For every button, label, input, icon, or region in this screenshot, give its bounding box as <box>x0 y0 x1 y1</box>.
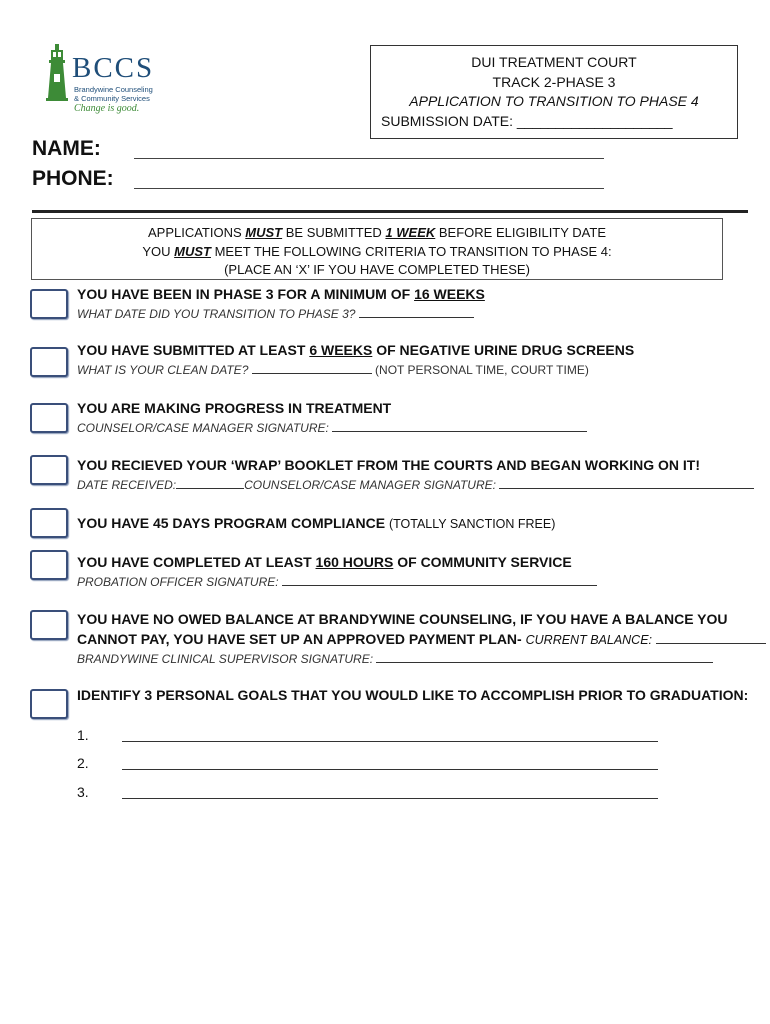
counselor-signature-field[interactable]: COUNSELOR/CASE MANAGER SIGNATURE: <box>77 421 587 435</box>
criteria-community-service: YOU HAVE COMPLETED AT LEAST 160 HOURS OF COMMUNITY SERVICE <box>77 554 572 570</box>
checkbox-personal-goals[interactable] <box>30 689 68 719</box>
phone-label: PHONE: <box>32 166 114 191</box>
instructions-line-3: (PLACE AN ‘X’ IF YOU HAVE COMPLETED THESE) <box>224 262 530 277</box>
criteria-phase3-16-weeks: YOU HAVE BEEN IN PHASE 3 FOR A MINIMUM OF 16 WEEKS <box>77 286 485 302</box>
instructions-line-1: APPLICATIONS MUST BE SUBMITTED 1 WEEK BEFORE ELIGIBILITY DATE <box>147 225 606 240</box>
probation-signature-field[interactable]: PROBATION OFFICER SIGNATURE: <box>77 575 597 589</box>
criteria-treatment-progress: YOU ARE MAKING PROGRESS IN TREATMENT <box>77 400 392 416</box>
criteria-program-compliance: YOU HAVE 45 DAYS PROGRAM COMPLIANCE (TOTALLY SANCTION FREE) <box>77 515 556 531</box>
checkbox-program-compliance[interactable] <box>30 508 68 538</box>
checkbox-community-service[interactable] <box>30 550 68 580</box>
logo-subtitle: Brandywine Counseling & Community Services <box>74 85 153 103</box>
wrap-received-fields[interactable]: DATE RECEIVED: COUNSELOR/CASE MANAGER SIGNATURE: <box>77 478 754 492</box>
logo-tagline: Change is good. <box>74 103 140 114</box>
name-label: NAME: <box>32 136 101 161</box>
goal-3-number: 3. <box>77 784 89 800</box>
name-input-line[interactable] <box>134 142 604 159</box>
goal-2-input-line[interactable] <box>122 756 658 770</box>
title-line-2: TRACK 2-PHASE 3 <box>492 73 616 90</box>
checkbox-treatment-progress[interactable] <box>30 403 68 433</box>
criteria-no-owed-balance-line-2: CANNOT PAY, YOU HAVE SET UP AN APPROVED PAYMENT PLAN- CURRENT BALANCE: <box>77 630 766 650</box>
supervisor-signature-field[interactable]: BRANDYWINE CLINICAL SUPERVISOR SIGNATURE: <box>77 652 713 666</box>
goal-2-number: 2. <box>77 755 89 771</box>
goal-1-input-line[interactable] <box>122 728 658 742</box>
form-title-box <box>370 45 738 139</box>
section-divider <box>32 210 748 213</box>
submission-date-field[interactable]: SUBMISSION DATE: ____________________ <box>381 112 673 129</box>
clean-date-field[interactable]: WHAT IS YOUR CLEAN DATE? (NOT PERSONAL TIME, COURT TIME) <box>77 363 589 377</box>
criteria-wrap-booklet: YOU RECIEVED YOUR ‘WRAP’ BOOKLET FROM THE COURTS AND BEGAN WORKING ON IT! <box>77 457 701 473</box>
checkbox-wrap-booklet[interactable] <box>30 455 68 485</box>
transition-date-field[interactable]: WHAT DATE DID YOU TRANSITION TO PHASE 3? <box>77 307 474 321</box>
instructions-box <box>31 218 723 280</box>
logo-wordmark: BCCS <box>72 52 155 84</box>
title-line-1: DUI TREATMENT COURT <box>471 54 637 70</box>
lighthouse-icon <box>44 44 70 102</box>
instructions-line-2: YOU MUST MEET THE FOLLOWING CRITERIA TO TRANSITION TO PHASE 4: <box>142 243 612 259</box>
phone-input-line[interactable] <box>134 172 604 189</box>
goal-1-number: 1. <box>77 727 89 743</box>
goal-3-input-line[interactable] <box>122 785 658 799</box>
checkbox-no-owed-balance[interactable] <box>30 610 68 640</box>
criteria-no-owed-balance-line-1: YOU HAVE NO OWED BALANCE AT BRANDYWINE COUNSELING, IF YOU HAVE A BALANCE YOU <box>77 611 728 627</box>
criteria-negative-screens: YOU HAVE SUBMITTED AT LEAST 6 WEEKS OF NEGATIVE URINE DRUG SCREENS <box>77 342 635 358</box>
bccs-logo <box>44 40 174 118</box>
checkbox-phase3-16-weeks[interactable] <box>30 289 68 319</box>
criteria-personal-goals: IDENTIFY 3 PERSONAL GOALS THAT YOU WOULD LIKE TO ACCOMPLISH PRIOR TO GRADUATION: <box>77 687 749 703</box>
title-line-3: APPLICATION TO TRANSITION TO PHASE 4 <box>409 93 699 109</box>
checkbox-negative-screens[interactable] <box>30 347 68 377</box>
